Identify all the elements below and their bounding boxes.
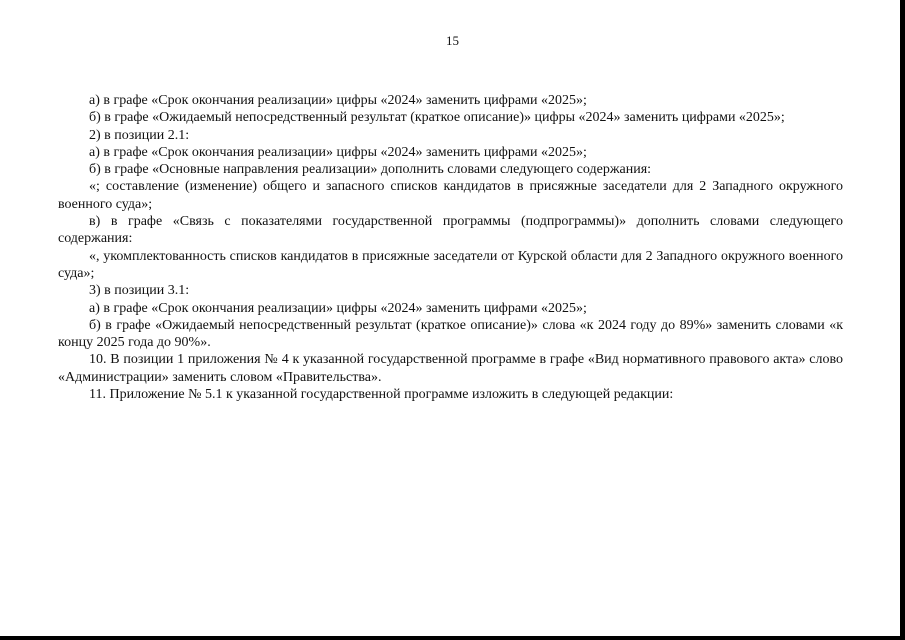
paragraph: б) в графе «Ожидаемый непосредственный результат (краткое описание)» слова «к 2024 году до 89%» заменить словами «к концу 2025 года до 90%». bbox=[58, 317, 843, 351]
paragraph: а) в графе «Срок окончания реализации» цифры «2024» заменить цифрами «2025»; bbox=[89, 300, 587, 316]
document-body bbox=[58, 92, 843, 403]
paragraph: «; составление (изменение) общего и запасного списков кандидатов в присяжные заседатели для 2 Западного окружного военного суда»; bbox=[58, 179, 843, 212]
paragraph: б) в графе «Основные направления реализации» дополнить словами следующего содержания: bbox=[89, 162, 652, 178]
paragraph: б) в графе «Ожидаемый непосредственный результат (краткое описание)» цифры «2024» заменить цифрами «2025»; bbox=[89, 110, 785, 126]
paragraph: в) в графе «Связь с показателями государственной программы (подпрограммы)» дополнить словами следующего содержания: bbox=[58, 214, 843, 247]
scan-border-right bbox=[900, 0, 905, 640]
paragraph: а) в графе «Срок окончания реализации» цифры «2024» заменить цифрами «2025»; bbox=[89, 93, 587, 108]
paragraph: «, укомплектованность списков кандидатов в присяжные заседатели от Курской области для 2 Западного окружного военного суда»; bbox=[58, 248, 843, 281]
scan-border-bottom bbox=[0, 636, 905, 640]
paragraph: 10. В позиции 1 приложения № 4 к указанной государственной программе в графе «Вид нормативного правового акта» слово «Администрации» заменить словом «Правительства». bbox=[58, 352, 843, 385]
paragraph: 3) в позиции 3.1: bbox=[89, 283, 190, 299]
paragraph: 2) в позиции 2.1: bbox=[89, 127, 190, 143]
paragraph: а) в графе «Срок окончания реализации» цифры «2024» заменить цифрами «2025»; bbox=[89, 144, 587, 160]
page-number: 15 bbox=[446, 33, 459, 48]
paragraph: 11. Приложение № 5.1 к указанной государственной программе изложить в следующей редакции: bbox=[89, 387, 674, 403]
